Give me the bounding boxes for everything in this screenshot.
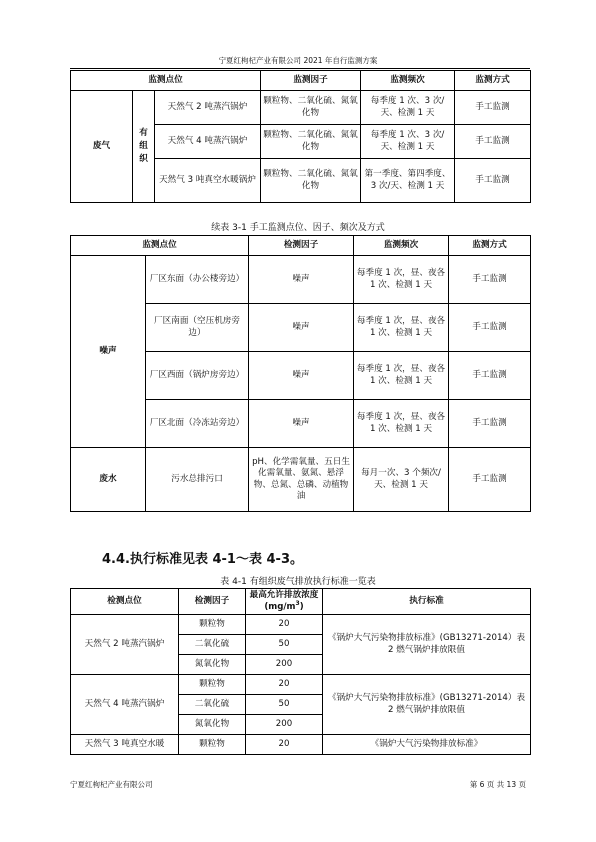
standard-point: 天然气 3 吨真空水暖	[71, 735, 179, 755]
monitoring-frequency: 每季度 1 次，昼、夜各 1 次、检测 1 天	[354, 256, 449, 304]
category-noise: 噪声	[71, 256, 146, 448]
table-row	[71, 91, 531, 125]
table-row	[71, 615, 531, 635]
table-caption: 续表 3-1 手工监测点位、因子、频次及方式	[211, 223, 385, 233]
standard-factor: 二氧化硫	[179, 695, 246, 715]
standard-limit: 200	[246, 715, 323, 735]
monitoring-point: 厂区东面（办公楼旁边）	[146, 256, 249, 304]
table-caption: 表 4-1 有组织废气排放执行标准一览表	[220, 577, 376, 587]
monitoring-method: 手工监测	[455, 91, 531, 125]
standard-reference: 《锅炉大气污染物排放标准》(GB13271-2014）表 2 燃气锅炉排放限值	[323, 675, 531, 735]
monitoring-factor: 颗粒物、二氧化硫、氮氧化物	[261, 91, 361, 125]
table-row	[71, 256, 531, 304]
col-header-method: 监测方式	[449, 236, 531, 256]
monitoring-method: 手工监测	[449, 304, 531, 352]
monitoring-method: 手工监测	[449, 256, 531, 304]
monitoring-factor: 颗粒物、二氧化硫、氮氧化物	[261, 125, 361, 159]
col-header-frequency: 监测频次	[361, 71, 455, 91]
monitoring-frequency: 每季度 1 次、3 次/天、检测 1 天	[361, 91, 455, 125]
monitoring-factor: 噪声	[249, 256, 354, 304]
standard-limit: 20	[246, 735, 323, 755]
standard-factor: 颗粒物	[179, 615, 246, 635]
monitoring-method: 手工监测	[455, 159, 531, 203]
monitoring-method: 手工监测	[455, 125, 531, 159]
monitoring-method: 手工监测	[449, 400, 531, 448]
header-rule	[70, 68, 530, 69]
col-header-factor: 检测因子	[249, 236, 354, 256]
monitoring-method: 手工监测	[449, 352, 531, 400]
col-header-limit	[246, 589, 323, 615]
standard-limit: 20	[246, 675, 323, 695]
limit-header-text: 最高允许排放浓度(mg/m	[249, 590, 319, 612]
limit-header-superscript: 3	[295, 599, 300, 607]
standard-factor: 氮氧化物	[179, 715, 246, 735]
monitoring-frequency: 每季度 1 次、3 次/天、检测 1 天	[361, 125, 455, 159]
limit-header-close: )	[299, 601, 304, 612]
col-header-point: 检测点位	[71, 589, 179, 615]
noise-wastewater-table	[70, 235, 531, 512]
standard-factor: 颗粒物	[179, 675, 246, 695]
monitoring-point: 天然气 3 吨真空水暖锅炉	[155, 159, 261, 203]
standard-point: 天然气 4 吨蒸汽锅炉	[71, 675, 179, 735]
standard-reference: 《锅炉大气污染物排放标准》(GB13271-2014）表 2 燃气锅炉排放限值	[323, 615, 531, 675]
monitoring-frequency: 第一季度、第四季度、3 次/天、检测 1 天	[361, 159, 455, 203]
category-wastewater: 废水	[71, 448, 146, 512]
monitoring-point: 污水总排污口	[146, 448, 249, 512]
col-header-point: 监测点位	[71, 71, 261, 91]
monitoring-frequency: 每季度 1 次，昼、夜各 1 次、检测 1 天	[354, 400, 449, 448]
monitoring-factor: 噪声	[249, 400, 354, 448]
standard-factor: 氮氧化物	[179, 655, 246, 675]
section-heading: 4.4.执行标准见表 4-1～表 4-3。	[102, 552, 303, 567]
monitoring-point: 厂区西面（锅炉房旁边）	[146, 352, 249, 400]
monitoring-point: 天然气 2 吨蒸汽锅炉	[155, 91, 261, 125]
monitoring-point: 厂区北面（冷冻站旁边）	[146, 400, 249, 448]
standard-limit: 200	[246, 655, 323, 675]
table-row	[71, 675, 531, 695]
page-header: 宁夏红枸杞产业有限公司 2021 年自行监测方案	[218, 56, 378, 65]
monitoring-factor: pH、化学需氧量、五日生化需氧量、氨氮、悬浮物、总氮、总磷、动植物油	[249, 448, 354, 512]
table-row	[71, 735, 531, 755]
monitoring-frequency: 每季度 1 次，昼、夜各 1 次、检测 1 天	[354, 304, 449, 352]
monitoring-factor: 噪声	[249, 304, 354, 352]
col-header-frequency: 监测频次	[354, 236, 449, 256]
monitoring-method: 手工监测	[449, 448, 531, 512]
col-header-point: 监测点位	[71, 236, 249, 256]
monitoring-frequency: 每季度 1 次，昼、夜各 1 次、检测 1 天	[354, 352, 449, 400]
col-header-method: 监测方式	[455, 71, 531, 91]
footer-company: 宁夏红枸杞产业有限公司	[70, 780, 153, 789]
subcategory-organized: 有组织	[133, 91, 155, 203]
emission-standard-table	[70, 588, 531, 755]
standard-point: 天然气 2 吨蒸汽锅炉	[71, 615, 179, 675]
col-header-standard: 执行标准	[323, 589, 531, 615]
standard-factor: 二氧化硫	[179, 635, 246, 655]
category-exhaust: 废气	[71, 91, 133, 203]
monitoring-point: 天然气 4 吨蒸汽锅炉	[155, 125, 261, 159]
monitoring-frequency: 每月一次、3 个频次/天、检测 1 天	[354, 448, 449, 512]
monitoring-point: 厂区南面（空压机房旁边）	[146, 304, 249, 352]
monitoring-factor: 颗粒物、二氧化硫、氮氧化物	[261, 159, 361, 203]
footer-page-number: 第 6 页 共 13 页	[469, 780, 526, 789]
standard-factor: 颗粒物	[179, 735, 246, 755]
standard-reference: 《锅炉大气污染物排放标准》	[323, 735, 531, 755]
exhaust-monitoring-table	[70, 70, 531, 203]
standard-limit: 50	[246, 695, 323, 715]
col-header-factor: 监测因子	[261, 71, 361, 91]
standard-limit: 20	[246, 615, 323, 635]
monitoring-factor: 噪声	[249, 352, 354, 400]
col-header-factor: 检测因子	[179, 589, 246, 615]
table-row	[71, 448, 531, 512]
standard-limit: 50	[246, 635, 323, 655]
